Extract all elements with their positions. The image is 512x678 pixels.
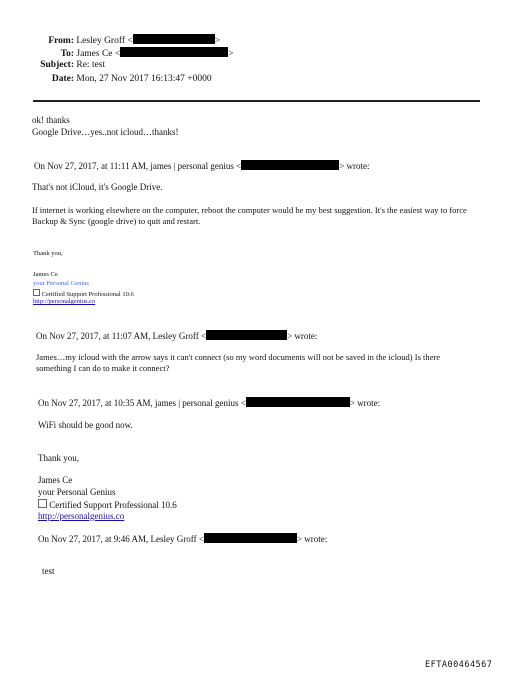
date-label: Date: — [51, 74, 74, 84]
quote-intro-text: On Nov 27, 2017, at 11:07 AM, Lesley Groff < — [36, 331, 207, 341]
header-subject-row — [20, 60, 105, 70]
signature-cert — [38, 499, 177, 510]
signature-link[interactable]: http://personalgenius.co — [33, 298, 96, 305]
signature-link[interactable]: http://personalgenius.co — [38, 511, 125, 521]
signature-title: your Personal Genius — [38, 487, 116, 497]
quote-intro-text: On Nov 27, 2017, at 9:46 AM, Lesley Groff < — [38, 534, 204, 544]
to-label: To: — [60, 49, 74, 59]
quote-intro — [34, 160, 370, 171]
signature-cert-text: Certified Support Professional 10.6 — [47, 500, 177, 510]
message-line: Google Drive…yes..not icloud…thanks! — [32, 127, 179, 137]
quote-wrote: > wrote: — [339, 161, 370, 171]
quote-intro-text: On Nov 27, 2017, at 10:35 AM, james | personal genius < — [38, 398, 246, 408]
signature-name: James Ce — [38, 475, 73, 485]
quote-paragraph: If internet is working elsewhere on the computer, reboot the computer would be my best suggestion. It's the easiest way to force Backup & Sync (google drive) to quit and restart. — [32, 205, 467, 226]
header-to-row — [20, 47, 234, 59]
to-close: > — [228, 49, 234, 59]
quote-wrote: > wrote: — [349, 398, 381, 408]
document-id: EFTA00464567 — [425, 660, 493, 670]
from-close: > — [214, 36, 221, 46]
subject-label: Subject: — [40, 60, 74, 70]
subject-value: Re: test — [76, 60, 106, 70]
signature-cert-text: Certified Support Professional 10.6 — [40, 291, 134, 298]
signature-name: James Ce — [33, 271, 58, 278]
redaction-bar — [133, 34, 215, 44]
quote-wrote: > wrote: — [287, 331, 318, 341]
quote-intro — [38, 533, 327, 544]
redaction-bar — [206, 330, 287, 340]
to-value: James Ce < — [76, 49, 121, 59]
redaction-bar — [204, 533, 297, 543]
from-label: From: — [48, 36, 74, 46]
quote-paragraph: test — [42, 566, 55, 576]
redaction-bar — [241, 160, 339, 170]
signature-title: your Personal Genius — [33, 280, 89, 287]
header-date-row — [20, 74, 212, 84]
apple-icon — [38, 499, 47, 508]
quote-intro — [36, 330, 317, 341]
signature-thanks: Thank you, — [38, 453, 79, 463]
quote-paragraph: WiFi should be good now. — [38, 420, 133, 430]
from-value: Lesley Groff < — [76, 36, 133, 46]
quote-intro — [38, 397, 380, 408]
quote-intro-text: On Nov 27, 2017, at 11:11 AM, james | personal genius < — [34, 161, 242, 171]
message-line: ok! thanks — [32, 115, 70, 125]
apple-icon — [33, 289, 40, 296]
signature-thanks: Thank you, — [33, 250, 63, 257]
redaction-bar — [120, 47, 228, 57]
redaction-bar — [246, 397, 350, 407]
quote-wrote: > wrote: — [296, 534, 328, 544]
date-value: Mon, 27 Nov 2017 16:13:47 +0000 — [76, 74, 212, 84]
quote-paragraph: That's not iCloud, it's Google Drive. — [32, 182, 163, 192]
header-from-row — [20, 34, 220, 46]
header-divider — [33, 100, 480, 102]
quote-paragraph: James…my icloud with the arrow says it can't connect (so my word documents will not be saved in the icloud) Is there something I can do to make it connect? — [36, 352, 441, 373]
